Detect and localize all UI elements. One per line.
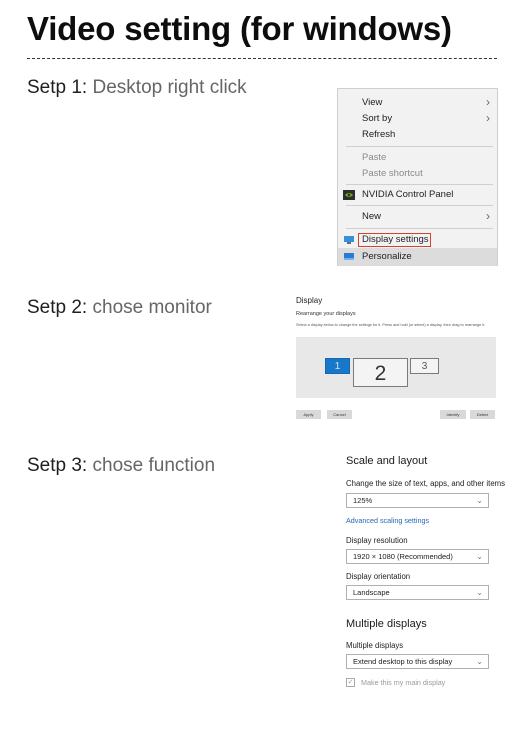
main-display-label: Make this my main display <box>361 678 446 687</box>
menu-item-personalize[interactable]: Personalize <box>362 251 412 262</box>
step-2-number: Setp 2: <box>27 297 88 318</box>
apply-button[interactable]: Apply <box>296 410 321 419</box>
step-2-text: chose monitor <box>87 297 212 318</box>
display-subtitle: Rearrange your displays <box>296 311 356 317</box>
cancel-button[interactable]: Cancel <box>327 410 352 419</box>
scale-label: Change the size of text, apps, and other items <box>346 479 506 488</box>
personalize-icon <box>343 252 355 262</box>
main-display-checkbox[interactable]: ✓ <box>347 679 354 686</box>
chevron-down-icon: ⌄ <box>476 496 483 505</box>
menu-separator <box>346 205 493 206</box>
step-1-number: Setp 1: <box>27 77 88 98</box>
monitor-3[interactable]: 3 <box>410 358 439 374</box>
menu-separator <box>346 228 493 229</box>
advanced-scaling-link[interactable]: Advanced scaling settings <box>346 516 430 525</box>
step-3-number: Setp 3: <box>27 455 88 476</box>
menu-separator <box>346 184 493 185</box>
menu-separator <box>346 146 493 147</box>
resolution-dropdown[interactable]: 1920 × 1080 (Recommended) ⌄ <box>346 549 489 564</box>
orientation-label: Display orientation <box>346 572 411 581</box>
menu-item-sort-by[interactable]: Sort by › <box>362 111 490 125</box>
chevron-right-icon: › <box>486 209 490 223</box>
detect-button[interactable]: Detect <box>470 410 495 419</box>
display-panel <box>296 296 498 426</box>
chevron-right-icon: › <box>486 111 490 125</box>
chevron-down-icon: ⌄ <box>476 588 483 597</box>
settings-panel <box>346 455 506 695</box>
menu-item-nvidia-control-panel[interactable]: NVIDIA Control Panel <box>362 189 454 200</box>
step-3-caption <box>27 455 215 477</box>
menu-item-paste[interactable]: Paste <box>362 152 387 163</box>
page-title: Video setting (for windows) <box>27 10 452 47</box>
identify-button[interactable]: Identify <box>440 410 466 419</box>
monitor-1[interactable]: 1 <box>325 358 350 374</box>
menu-item-paste-shortcut[interactable]: Paste shortcut <box>362 168 423 179</box>
display-settings-icon <box>343 235 355 245</box>
chevron-right-icon: › <box>486 95 490 109</box>
nvidia-icon <box>343 190 355 200</box>
step-3-text: chose function <box>87 455 216 476</box>
multiple-displays-dropdown[interactable]: Extend desktop to this display ⌄ <box>346 654 489 669</box>
menu-item-display-settings[interactable]: Display settings <box>362 234 429 245</box>
step-1-text: Desktop right click <box>87 77 247 98</box>
monitor-arrangement-area <box>296 337 496 398</box>
display-title: Display <box>296 296 323 305</box>
menu-item-new[interactable]: New › <box>362 209 490 223</box>
title-divider <box>27 58 497 59</box>
orientation-dropdown[interactable]: Landscape ⌄ <box>346 585 489 600</box>
resolution-label: Display resolution <box>346 536 408 545</box>
context-menu <box>337 88 498 266</box>
scale-dropdown[interactable]: 125% ⌄ <box>346 493 489 508</box>
menu-item-view[interactable]: View › <box>362 95 490 109</box>
step-2-caption <box>27 297 212 319</box>
chevron-down-icon: ⌄ <box>476 552 483 561</box>
step-1-caption <box>27 77 247 99</box>
display-instruction: Select a display below to change the settings for it. Press and hold (or select) a display, then drag to rearrange it. <box>296 323 486 327</box>
multiple-displays-label: Multiple displays <box>346 641 404 650</box>
monitor-2[interactable]: 2 <box>353 358 408 387</box>
scale-heading: Scale and layout <box>346 455 428 467</box>
multiple-displays-heading: Multiple displays <box>346 618 427 630</box>
chevron-down-icon: ⌄ <box>476 657 483 666</box>
menu-item-refresh[interactable]: Refresh <box>362 129 396 140</box>
